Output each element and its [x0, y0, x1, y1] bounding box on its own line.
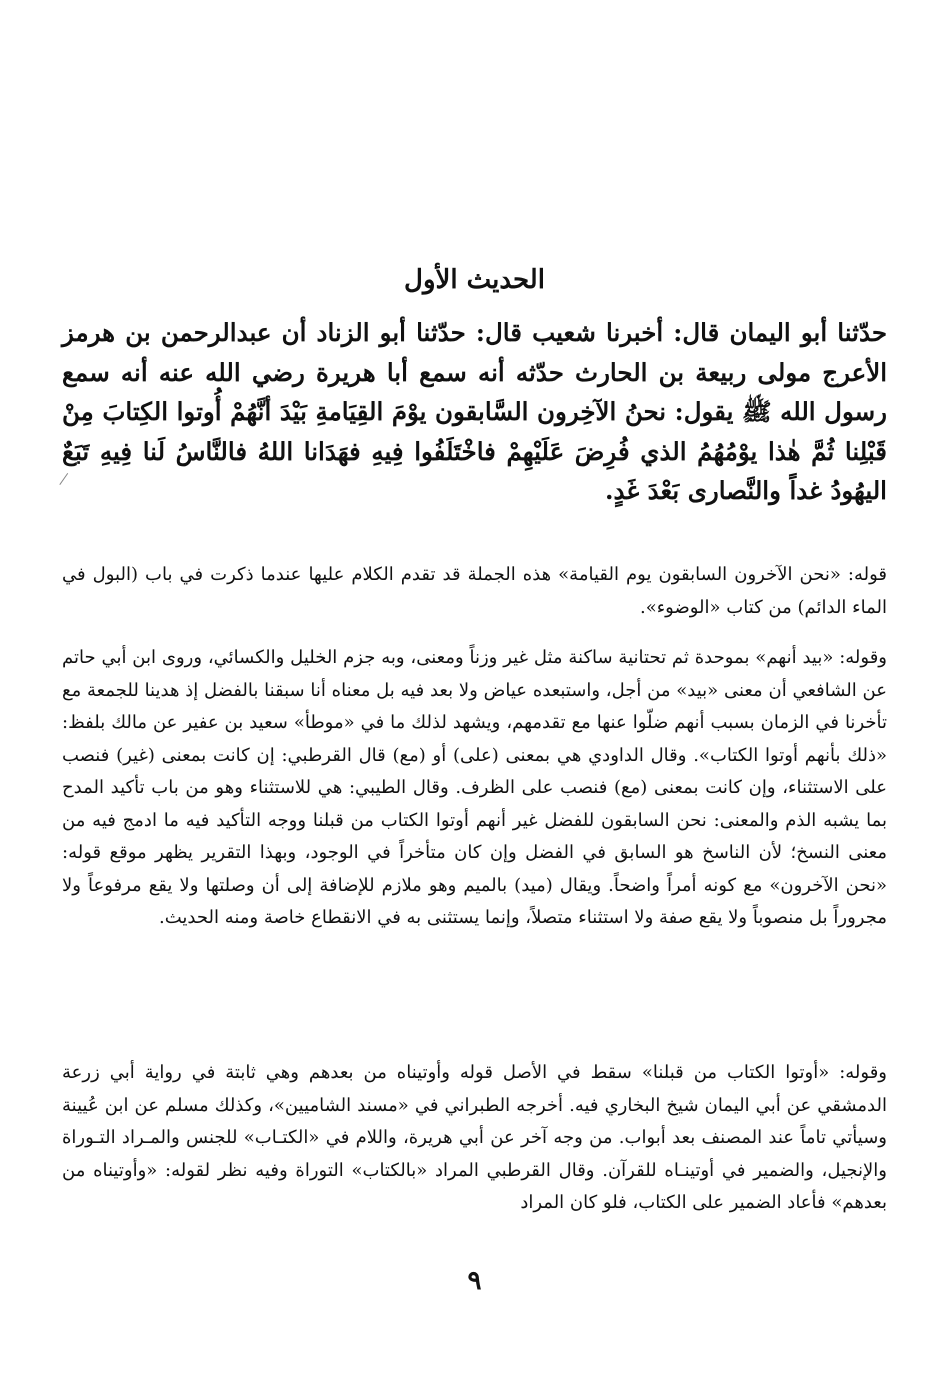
commentary-paragraph-2: وقوله: «بيد أنهم» بموحدة ثم تحتانية ساكنة مثل غير وزناً ومعنى، وبه جزم الخليل والكسائي، وروى ابن أبي حاتم عن الشافعي أن معنى «بيد» من أجل، واستبعده عياض ولا بعد فيه بل معناه أنا سبقنا بالفضل إذ هدينا للجمعة مع تأخرنا في الزمان بسبب أنهم ضلّوا عنها مع تقدمهم، ويشهد لذلك ما في «موطأ» سعيد بن عفير عن مالك بلفظ: «ذلك بأنهم أوتوا الكتاب». وقال الداودي هي بمعنى (على) أو (مع) قال القرطبي: إن كانت بمعنى (غير) فنصب على الاستثناء، وإن كانت بمعنى (مع) فنصب على الظرف. وقال الطيبي: هي للاستثناء وهو من باب تأكيد المدح بما يشبه الذم والمعنى: نحن السابقون للفضل غير أنهم أوتوا الكتاب من قبلنا ووجه التأكيد فيه ما ادمج فيه من معنى النسخ؛ لأن الناسخ هو السابق في الفضل وإن كان متأخراً في الوجود، وبهذا التقرير يظهر موقع قوله: «نحن الآخرون» مع كونه أمراً واضحاً. ويقال (ميد) بالميم وهو ملازم للإضافة إلى أن وصلتها ولا يقع مرفوعاً ولا مجروراً بل منصوباً ولا يقع صفة ولا استثناء متصلاً، وإنما يستثنى به في الانقطاع خاصة ومنه الحديث. — [62, 647, 887, 928]
hadith-heading: الحديث الأول — [404, 265, 545, 295]
page-number: ٩ — [467, 1266, 482, 1296]
book-page — [62, 0, 887, 1379]
commentary-paragraph-3: وقوله: «أوتوا الكتاب من قبلنا» سقط في الأصل قوله وأوتيناه من بعدهم وهي ثابتة في رواية أبي زرعة الدمشقي عن أبي اليمان شيخ البخاري فيه. أخرجه الطبراني في «مسند الشاميين»، وكذلك مسلم عن ابن عُيينة وسيأتي تاماً عند المصنف بعد أبواب. من وجه آخر عن أبي هريرة، واللام في «الكتـاب» للجنس والمـراد التـوراة والإنجيل، والضمير في أوتينـاه للقرآن. وقال القرطبي المراد «بالكتاب» التوراة وفيه نظر لقوله: «وأوتيناه من بعدهم» فأعاد الضمير على الكتاب، فلو كان المراد — [62, 1062, 887, 1213]
hadith-text: حدّثنا أبو اليمان قال: أخبرنا شعيب قال: حدّثنا أبو الزناد أن عبدالرحمن بن هرمز الأعرج مولى ربيعة بن الحارث حدّثه أنه سمع أبا هريرة رضي الله عنه أنه سمع رسول الله ﷺ يقول: نحنُ الآخِرون السَّابقون يوْمَ القِيَامةِ بَيْدَ أنَّهُمْ أُوتوا الكِتابَ مِنْ قَبْلِنا ثُمَّ هٰذا يوْمُهُمُ الذي فُرِضَ عَلَيْهِمْ فاخْتَلَفُوا فِيهِ فهَدَانا اللهُ فالنَّاسُ لَنا فِيهِ تَبَعٌ اليهُودُ غداً والنَّصارى بَعْدَ غَدٍ. — [62, 318, 887, 505]
commentary-paragraph-1: قوله: «نحن الآخرون السابقون يوم القيامة» هذه الجملة قد تقدم الكلام عليها عندما ذكرت في باب (البول في الماء الدائم) من كتاب «الوضوء». — [62, 564, 887, 618]
